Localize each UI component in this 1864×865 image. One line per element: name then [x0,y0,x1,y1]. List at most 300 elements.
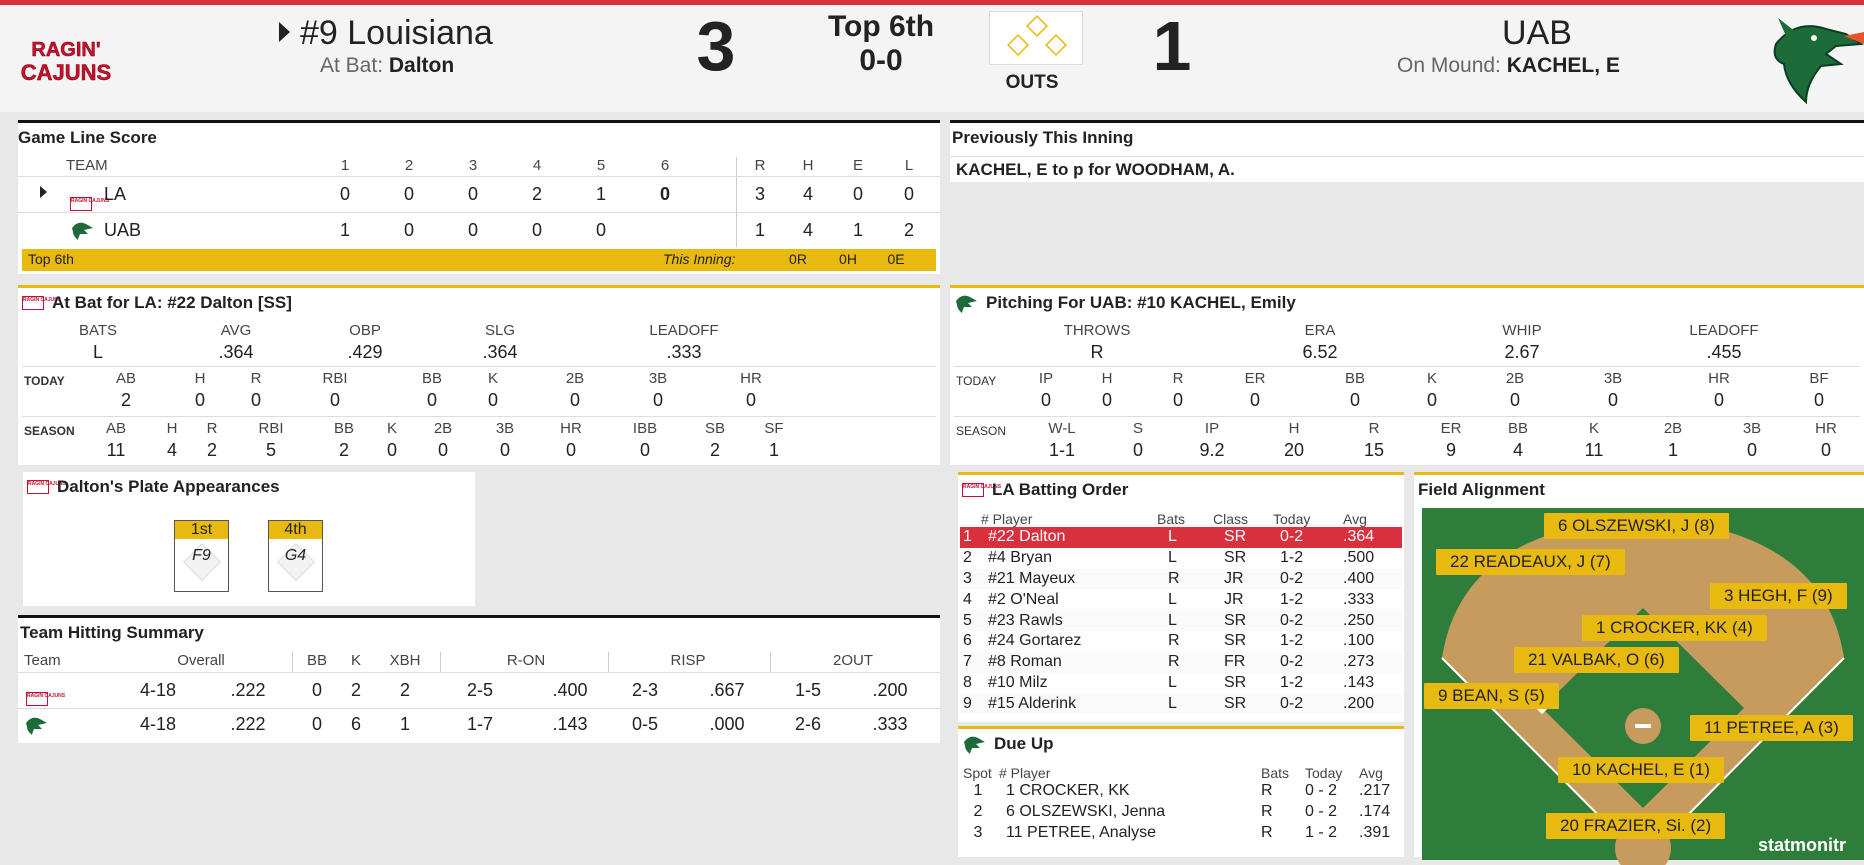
bo-today: 0-2 [1280,569,1304,587]
bo-class: JR [1224,569,1244,587]
th-bb-header: BB [306,652,328,669]
th-cell-avg: .222 [230,680,266,700]
la-logo-icon: RAGIN CAJUNS [27,480,49,494]
pa-card-2[interactable] [268,520,323,592]
p-season-stat-value: 0 [1820,440,1832,460]
batting-order-table [960,511,1402,714]
ab-season-stat-value: 5 [265,440,277,460]
ab-today-stat-value: 0 [250,390,262,410]
p-top-label: ERA [1304,322,1336,339]
ab-season-stat-label: H [166,420,178,437]
th-ron-header: R-ON [506,652,546,669]
ab-today-stat-label: K [487,370,499,387]
away-score: 3 [696,7,736,85]
bo-spot: 1 [963,528,972,546]
ab-season-stat-label: AB [105,420,127,437]
on-mound-line [1397,54,1620,78]
ab-today-stat-value: 0 [569,390,581,410]
p-season-stat-label: BB [1507,420,1529,437]
ab-season-stat-value: 4 [166,440,178,460]
bo-player-header: # Player [981,511,1033,527]
bo-avg-header: Avg [1343,511,1367,527]
bo-bats: R [1168,653,1180,671]
la-inning-1: 0 [339,184,351,204]
pa-card-1-inning: 1st [175,521,228,539]
p-season-stat-value: 0 [1132,440,1144,460]
ab-divider [22,416,936,417]
ab-today-stat-value: 0 [426,390,438,410]
bo-bats: L [1168,673,1177,691]
p-top-value: R [1090,342,1104,362]
th-divider-2 [440,652,441,672]
p-season-label: SEASON [956,424,1007,438]
p-today-stat-value: 0 [1509,390,1521,410]
bo-spot: 9 [963,694,972,712]
p-today-stat-value: 0 [1713,390,1725,410]
field-position-label[interactable]: 10 KACHEL, E (1) [1558,757,1724,783]
p-today-stat-value: 0 [1101,390,1113,410]
batting-order-row[interactable] [960,693,1402,714]
th-header-line [18,672,940,673]
totals-divider [736,157,737,247]
line-score-panel [18,120,940,274]
inning-header-2: 2 [404,157,414,174]
p-today-stat-value: 0 [1349,390,1361,410]
ball-strike-count: 0-0 [859,44,903,77]
p-season-stat-value: 9.2 [1199,440,1225,460]
p-today-stat-value: 0 [1813,390,1825,410]
la-logo-icon: RAGIN CAJUNS [22,296,44,310]
ab-today-label: TODAY [24,374,65,388]
ab-season-stat-value: 0 [386,440,398,460]
batting-order-row[interactable] [960,569,1402,590]
ab-season-stat-label: 3B [495,420,515,437]
batting-order-row[interactable] [960,652,1402,673]
batting-order-row[interactable] [960,527,1402,548]
ab-season-stat-value: 1 [768,440,780,460]
ab-top-label: OBP [349,322,381,339]
bo-bats: L [1168,611,1177,629]
p-season-stat-label: K [1588,420,1600,437]
field-title: Field Alignment [1418,480,1545,499]
th-cell-overall: 4-18 [139,680,177,700]
la-inning-5: 1 [595,184,607,204]
due-up-row[interactable] [960,781,1402,802]
p-season-stat-value: 15 [1363,440,1385,460]
du-bats-header: Bats [1261,765,1290,781]
p-season-stat-value: 4 [1512,440,1524,460]
p-season-stat-label: ER [1440,420,1462,437]
batting-order-row[interactable] [960,673,1402,694]
du-player: 1 CROCKER, KK [1006,782,1130,800]
bo-spot: 8 [963,673,972,691]
bases-icon [990,12,1084,66]
du-bats: R [1261,823,1273,841]
p-today-label: TODAY [956,374,997,388]
du-today: 0 - 2 [1305,782,1338,800]
at-bat-label: At Bat: [320,54,384,77]
p-season-stat-label: IP [1204,420,1220,437]
du-spot: 3 [973,823,983,841]
bo-today: 1-2 [1280,632,1304,650]
p-today-stat-label: H [1101,370,1113,387]
p-today-stat-label: HR [1708,370,1730,387]
footer-inning: Top 6th [28,251,74,267]
du-spot: 2 [973,803,983,821]
la-runs: 3 [754,184,766,204]
this-inning-hits: 0H [839,251,857,267]
inning-header-3: 3 [468,157,478,174]
p-today-stat-value: 0 [1607,390,1619,410]
this-inning-errors: 0E [887,251,905,267]
th-la-logo-icon: RAGIN CAJUNS [26,684,48,706]
p-today-stat-label: ER [1244,370,1266,387]
th-cell-xbh: 2 [399,680,411,700]
inning-header-1: 1 [340,157,350,174]
field-position-label[interactable]: 3 HEGH, F (9) [1710,583,1847,609]
th-cell-ron: 2-5 [466,680,494,700]
bo-player: #22 Dalton [988,528,1066,546]
batting-order-panel [958,472,1404,722]
bo-player: #23 Rawls [988,611,1063,629]
batting-arrow-icon [40,186,47,198]
uab-lob: 2 [903,220,915,240]
field-position-label[interactable]: 20 FRAZIER, Si. (2) [1546,813,1725,839]
du-today: 1 - 2 [1305,823,1338,841]
home-team-name: UAB [1502,14,1572,52]
bo-class: FR [1224,653,1246,671]
p-top-value: .455 [1706,342,1742,362]
p-season-stat-value: 20 [1283,440,1305,460]
la-inning-3: 0 [467,184,479,204]
ab-season-stat-value: 2 [338,440,350,460]
th-cell-overall: 4-18 [139,714,177,734]
bo-class: SR [1224,673,1247,691]
th-divider-4 [770,652,771,672]
la-hits: 4 [802,184,814,204]
ab-divider [22,366,936,367]
du-today: 0 - 2 [1305,803,1338,821]
ab-season-stat-value: 0 [437,440,449,460]
la-logo-icon: RAGIN CAJUNS [70,189,92,211]
p-divider [954,416,1860,417]
ragin-cajuns-logo-icon [18,34,124,84]
p-season-stat-value: 11 [1584,440,1604,460]
field-alignment-panel [1414,472,1864,857]
bo-player: #15 Alderink [988,694,1077,712]
ab-today-stat-value: 0 [329,390,341,410]
bo-player: #10 Milz [988,673,1048,691]
ab-today-stat-value: 0 [652,390,664,410]
ab-season-stat-label: HR [560,420,582,437]
home-logo [18,34,124,84]
du-avg: .174 [1359,803,1391,821]
row-divider [18,212,940,213]
ab-today-stat-value: 0 [745,390,757,410]
bo-spot: 4 [963,590,972,608]
du-player: 6 OLSZEWSKI, Jenna [1006,803,1166,821]
bo-player: #21 Mayeux [988,569,1076,587]
team-hitting-title: Team Hitting Summary [20,623,204,642]
bo-class-header: Class [1213,511,1249,527]
p-today-stat-value: 0 [1040,390,1052,410]
th-risp-header: RISP [670,652,706,669]
bo-avg: .143 [1343,673,1375,691]
ab-today-stat-label: BB [421,370,443,387]
ab-season-stat-value: 0 [639,440,651,460]
team-name-uab: UAB [104,220,142,240]
errors-header: E [852,157,864,174]
bo-bats: L [1168,694,1177,712]
uab-inning-3: 0 [467,220,479,240]
uab-logo [1766,14,1864,104]
field-position-label[interactable]: 22 READEAUX, J (7) [1436,549,1625,575]
line-score-title: Game Line Score [18,128,157,147]
away-team-name: #9 Louisiana [300,14,493,52]
at-bat-title [18,288,940,314]
due-up-row[interactable] [960,823,1402,844]
ab-top-value: .429 [347,342,383,362]
th-xbh-header: XBH [389,652,421,669]
ab-top-value: .364 [482,342,518,362]
uab-logo-small-icon [70,220,94,245]
bo-spot: 5 [963,611,972,629]
p-season-stat-label: W-L [1048,420,1076,437]
bo-avg: .200 [1343,694,1375,712]
la-logo-icon: RAGIN CAJUNS [962,483,984,497]
th-cell-two_avg: .200 [872,680,908,700]
field-position-label[interactable]: 6 OLSZEWSKI, J (8) [1544,513,1729,539]
bo-today: 0-2 [1280,694,1304,712]
bo-spot: 7 [963,653,972,671]
runs-header: R [754,157,766,174]
th-2out-header: 2OUT [832,652,874,669]
uab-dragon-icon [24,715,48,735]
inning-header-6: 6 [660,157,670,174]
batting-order-row[interactable] [960,631,1402,652]
home-score: 1 [1152,7,1192,85]
th-cell-ron_avg: .143 [552,714,588,734]
hits-header: H [802,157,814,174]
bases-diamond [989,11,1083,65]
th-uab-logo-icon [24,715,48,740]
th-cell-two_avg: .333 [872,714,908,734]
ab-top-label: AVG [220,322,252,339]
bo-today: 0-2 [1280,611,1304,629]
bo-spot: 2 [963,549,972,567]
ab-season-stat-value: 2 [709,440,721,460]
du-bats: R [1261,782,1273,800]
p-top-label: LEADOFF [1689,322,1759,339]
due-up-panel [958,726,1404,857]
bo-class: SR [1224,528,1247,546]
team-hitting-panel [18,615,940,743]
uab-inning-1: 1 [339,220,351,240]
pitching-title [950,288,1864,314]
bo-spot: 3 [963,569,972,587]
field-position-label[interactable]: 9 BEAN, S (5) [1424,683,1559,709]
bo-player: #2 O'Neal [988,590,1059,608]
field-position-label[interactable]: 1 CROCKER, KK (4) [1582,615,1767,641]
th-team-header: Team [24,652,61,669]
previously-panel [950,120,1864,182]
p-season-stat-value: 1 [1667,440,1679,460]
bo-bats: L [1168,528,1177,546]
th-k-header: K [350,652,362,669]
ab-season-stat-label: SF [764,420,784,437]
du-player: 11 PETREE, Analyse [1006,823,1156,841]
du-avg: .391 [1359,823,1391,841]
uab-dragon-icon [70,220,94,240]
du-player-header: # Player [999,765,1051,781]
p-season-stat-value: 0 [1746,440,1758,460]
previously-text: KACHEL, E to p for WOODHAM, A. [956,160,1235,179]
th-cell-risp_avg: .000 [709,714,745,734]
bo-bats: R [1168,632,1180,650]
batting-order-header-row [960,511,1402,527]
inning-status: Top 6th [827,10,935,43]
du-today-header: Today [1305,765,1343,781]
th-divider-1 [292,652,293,672]
la-lob: 0 [903,184,915,204]
due-up-row[interactable] [960,802,1402,823]
th-cell-xbh: 1 [399,714,411,734]
bo-player: #8 Roman [988,653,1062,671]
inning-header-4: 4 [532,157,542,174]
p-today-stat-label: 2B [1505,370,1525,387]
uab-hits: 4 [802,220,814,240]
previously-title: Previously This Inning [952,128,1134,147]
this-inning-label: This Inning: [663,251,736,267]
ab-season-stat-label: R [206,420,218,437]
bo-class: SR [1224,611,1247,629]
team-column-header: TEAM [66,157,108,174]
bo-class: SR [1224,632,1247,650]
ab-top-value: .364 [218,342,254,362]
this-inning-runs: 0R [789,251,807,267]
p-season-stat-label: 2B [1663,420,1683,437]
uab-inning-2: 0 [403,220,415,240]
th-cell-risp: 2-3 [631,680,659,700]
bo-bats: R [1168,569,1180,587]
at-bat-name: Dalton [388,54,455,77]
outs-label: OUTS [1005,72,1059,93]
ab-top-label: BATS [78,322,118,339]
th-cell-risp_avg: .667 [709,680,745,700]
due-up-title [958,729,1404,755]
at-bat-line [320,54,454,78]
bo-player: #24 Gortarez [988,632,1082,650]
bo-avg: .273 [1343,653,1375,671]
ab-today-stat-label: RBI [322,370,348,387]
ab-season-stat-value: 0 [565,440,577,460]
bo-today: 1-2 [1280,673,1304,691]
du-spot: 1 [973,782,983,800]
la-inning-4: 2 [531,184,543,204]
pa-card-1[interactable] [174,520,229,592]
uab-inning-5: 0 [595,220,607,240]
ab-today-stat-label: HR [740,370,762,387]
on-mound-label: On Mound: [1397,54,1501,77]
p-today-stat-value: 0 [1426,390,1438,410]
bo-today: 1-2 [1280,590,1304,608]
bo-player: #4 Bryan [988,549,1053,567]
pitching-panel [950,285,1864,465]
pa-title [23,472,475,498]
bo-spot: 6 [963,632,972,650]
bo-class: JR [1224,590,1244,608]
la-inning-6: 0 [659,184,671,204]
due-up-header-row [960,765,1402,781]
bo-today: 0-2 [1280,653,1304,671]
ab-top-label: SLG [484,322,516,339]
field-position-label[interactable]: 21 VALBAK, O (6) [1514,647,1679,673]
bo-class: SR [1224,549,1247,567]
field-position-label[interactable]: 11 PETREE, A (3) [1690,715,1853,741]
bo-spot-header [960,511,978,527]
previously-divider [950,156,1864,157]
pa-card-2-inning: 4th [269,521,322,539]
lob-header: L [904,157,914,174]
batting-order-row[interactable] [960,589,1402,610]
p-season-stat-label: HR [1815,420,1837,437]
batting-order-title-text: LA Batting Order [992,480,1129,499]
p-season-stat-label: H [1288,420,1300,437]
plate-appearances-panel [23,472,475,606]
du-avg: .217 [1359,782,1391,800]
ab-season-stat-value: 11 [106,440,126,460]
bo-class: SR [1224,694,1247,712]
ab-season-stat-label: SB [704,420,726,437]
ab-season-stat-label: 2B [433,420,453,437]
ab-season-stat-value: 2 [206,440,218,460]
p-today-stat-label: BB [1344,370,1366,387]
pa-card-2-result: G4 [284,547,307,564]
svg-text:RAGIN': RAGIN' [31,39,101,61]
batting-order-row[interactable] [960,610,1402,631]
du-avg-header: Avg [1359,765,1383,781]
batting-order-title [958,475,1404,501]
p-season-stat-label: R [1368,420,1380,437]
ab-top-value: L [92,342,104,362]
svg-text:CAJUNS: CAJUNS [20,60,112,85]
batting-order-row[interactable] [960,548,1402,569]
bo-avg: .500 [1343,549,1375,567]
due-up-title-text: Due Up [994,734,1054,753]
inning-header-5: 5 [596,157,606,174]
uab-errors: 1 [852,220,864,240]
p-season-stat-label: 3B [1742,420,1762,437]
bo-bats: L [1168,549,1177,567]
ab-today-stat-label: R [250,370,262,387]
ab-today-stat-label: AB [115,370,137,387]
ab-season-label: SEASON [24,424,75,438]
th-cell-bb: 0 [311,714,323,734]
p-season-stat-label: S [1132,420,1144,437]
th-cell-risp: 0-5 [631,714,659,734]
pa-card-1-result: F9 [192,547,211,564]
bo-today-header: Today [1273,511,1311,527]
th-divider-3 [608,652,609,672]
bo-avg: .364 [1343,528,1375,546]
pitching-title-text: Pitching For UAB: #10 KACHEL, Emily [986,293,1296,312]
uab-inning-4: 0 [531,220,543,240]
th-cell-ron_avg: .400 [552,680,588,700]
p-today-stat-label: R [1172,370,1184,387]
th-cell-k: 2 [350,680,362,700]
th-cell-two: 1-5 [794,680,822,700]
p-divider [954,366,1860,367]
